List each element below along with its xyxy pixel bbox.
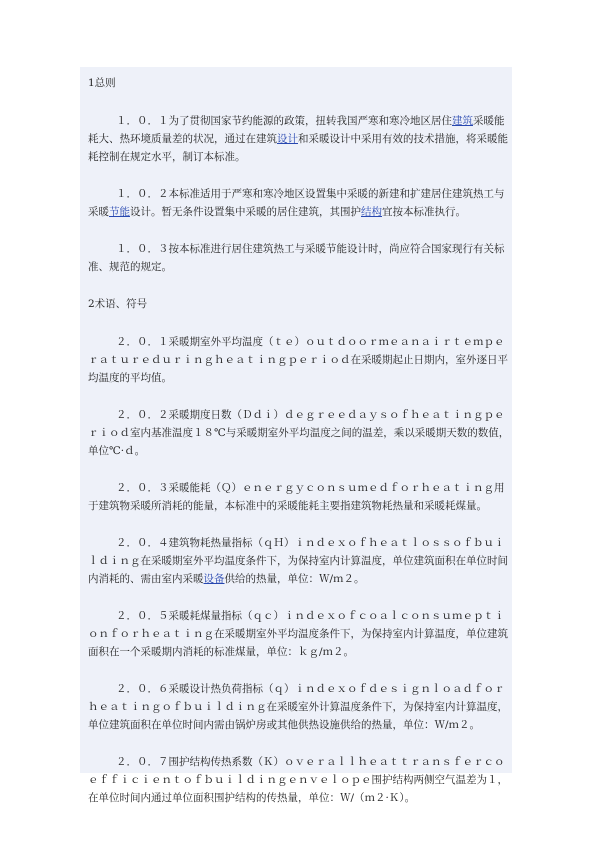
link-energy-saving[interactable]: 节能 bbox=[109, 206, 130, 218]
link-structure[interactable]: 结构 bbox=[361, 206, 382, 218]
clause-text: ２．０．５采暖耗煤量指标（ｑｃ）ｉｎｄｅｘｏｆｃｏａｌｃｏｎｓｕｍｅｐｔｉｏｎｆｏｒｈｅａｔｉｎｇ在采暖期室外平均温度条件下，为保持室内计算温度，单位建筑面积在一个采暖期内消耗的标准煤量，单位：ｋｇ/ｍ２。 bbox=[88, 610, 508, 658]
link-equipment[interactable]: 设备 bbox=[203, 573, 225, 585]
document-body bbox=[88, 74, 512, 826]
clause-2-0-2 bbox=[88, 406, 512, 460]
clause-text: 供给的热量，单位：Ｗ/ｍ２。 bbox=[224, 573, 365, 585]
clause-text: 设计。暂无条件设置集中采暖的居住建筑，其围护 bbox=[130, 206, 361, 218]
clause-2-0-6 bbox=[88, 680, 512, 734]
clause-text: １．０．２本标准适用于严寒和寒冷地区设置集中采暖的新建和扩建居住建筑热工与采暖 bbox=[88, 188, 505, 218]
clause-text: 采暖能耗大、热环境质量差的状况，通过在建筑 bbox=[88, 115, 505, 145]
clause-text: ２．０．６采暖设计热负荷指标（ｑ）ｉｎｄｅｘｏｆｄｅｓｉｇｎｌｏａｄｆｏｒｈｅａｔｉｎｇｏｆｂｕｉｌｄｉｎｇ在采暖室外计算温度条件下，为保持室内计算温度，单位建筑面积在单位时间内需由锅炉房或其他供热设施供给的热量，单位：Ｗ/ｍ２。 bbox=[88, 683, 508, 731]
clause-text: 宜按本标准执行。 bbox=[382, 206, 466, 218]
clause-1-0-1 bbox=[88, 112, 512, 166]
clause-text: ２．０．７围护结构传热系数（Ｋ）ｏｖｅｒａｌｌｈｅａｔｔｒａｎｓｆｅｒｃｏｅｆｆｉｃｉｅｎｔｏｆｂｕｉｌｄｉｎｇｅｎｖｅｌｏｐｅ围护结构两侧空气温差为１，在单位时间内通过单位面积围护结构的传热量，单位：Ｗ/（ｍ２·Ｋ）。 bbox=[88, 756, 508, 804]
clause-2-0-7 bbox=[88, 753, 512, 807]
section-heading-terms: 2术语、符号 bbox=[88, 298, 148, 310]
clause-text: ２．０．３采暖能耗（Ｑ）ｅｎｅｒｇｙｃｏｎｓｕｍｅｄｆｏｒｈｅａｔｉｎｇ用于建筑物采暖所消耗的能量，本标准中的采暖能耗主要指建筑物耗热量和采暖耗煤量。 bbox=[88, 482, 505, 512]
clause-2-0-3 bbox=[88, 479, 512, 515]
clause-1-0-2 bbox=[88, 185, 512, 221]
clause-text: ２．０．２采暖期度日数（Ｄｄｉ）ｄｅｇｒｅｅｄａｙｓｏｆｈｅａｔｉｎｇｐｅｒｉｏｄ室内基准温度１８℃与采暖期室外平均温度之间的温差，乘以采暖期天数的数值，单位℃·ｄ。 bbox=[88, 409, 510, 457]
clause-1-0-3 bbox=[88, 240, 512, 276]
section-heading-general: 1总则 bbox=[88, 77, 116, 89]
clause-text: 和采暖设计中采用有效的技术措施，将采暖能耗控制在规定水平，制订本标准。 bbox=[88, 133, 508, 163]
link-design[interactable]: 设计 bbox=[277, 133, 298, 145]
clause-text: ２．０．１采暖期室外平均温度（ｔｅ）ｏｕｔｄｏｏｒｍｅａｎａｉｒｔｅｍｐｅｒａｔｕｒｅｄｕｒｉｎｇｈｅａｔｉｎｇｐｅｒｉｏｄ在采暖期起止日期内，室外逐日平均温度的平均值。 bbox=[88, 336, 508, 384]
clause-text: １．０．３按本标准进行居住建筑热工与采暖节能设计时，尚应符合国家现行有关标准、规范的规定。 bbox=[88, 243, 505, 273]
link-building[interactable]: 建筑 bbox=[452, 115, 473, 127]
clause-2-0-1 bbox=[88, 333, 512, 387]
clause-2-0-5 bbox=[88, 607, 512, 661]
clause-text: １．０．１为了贯彻国家节约能源的政策，扭转我国严寒和寒冷地区居住 bbox=[116, 115, 452, 127]
clause-text: ２．０．４建筑物耗热量指标（ｑＨ）ｉｎｄｅｘｏｆｈｅａｔｌｏｓｓｏｆｂｕｉｌｄｉｎｇ在采暖期室外平均温度条件下，为保持室内计算温度，单位建筑面积在单位时间内消耗的、需由室内采暖 bbox=[88, 537, 508, 585]
clause-2-0-4 bbox=[88, 534, 512, 588]
